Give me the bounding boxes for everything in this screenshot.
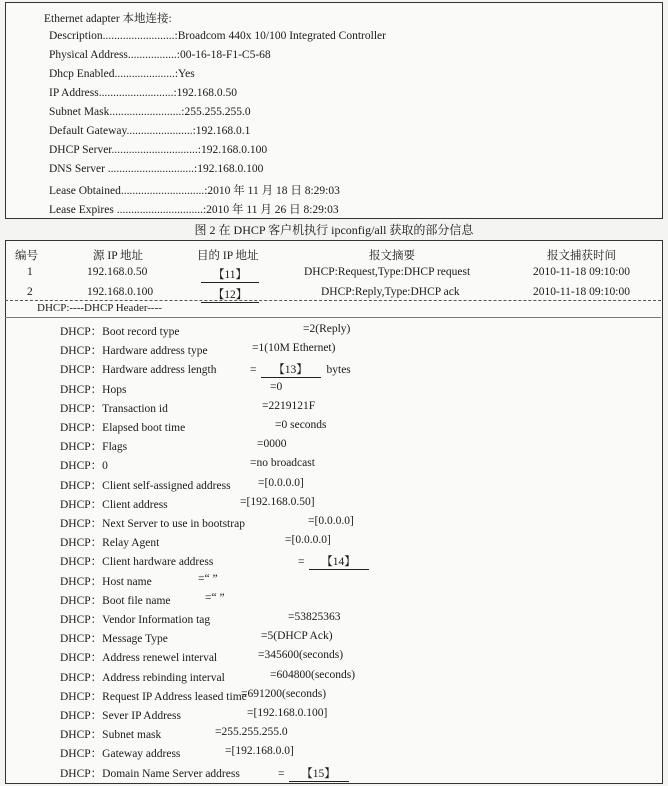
table-cell: 2010-11-18 09:10:00 <box>533 286 630 298</box>
dhcp-field-value: =2(Reply) <box>303 323 351 335</box>
dhcp-field-value: =[192.168.0.100] <box>247 707 328 719</box>
dhcp-field-name: DHCP：Next Server to use in bootstrap <box>60 518 245 530</box>
ipconfig-line: DNS Server ..............................:192.168.0.100 <box>49 163 264 175</box>
dhcp-field-name: DHCP：Subnet mask <box>60 729 162 742</box>
dhcp-field-value: =[0.0.0.0] <box>308 515 354 527</box>
dhcp-field-name: DHCP：Hardware address length <box>60 364 217 377</box>
dhcp-field-value: =0000 <box>257 438 287 451</box>
dhcp-field-name: DHCP：Vendor Information tag <box>60 614 211 626</box>
dhcp-field-value: =“ ” <box>205 591 225 604</box>
col-header-src: 源 IP 地址 <box>93 250 144 262</box>
dhcp-field-value: =[192.168.0.50] <box>240 495 315 508</box>
dhcp-field-name: DHCP：Host name <box>60 575 152 588</box>
col-header-no: 编号 <box>15 250 38 262</box>
col-header-dst: 目的 IP 地址 <box>197 250 259 262</box>
divider <box>5 317 661 318</box>
table-cell: 1 <box>27 266 33 278</box>
dhcp-field-value: =no broadcast <box>250 457 315 470</box>
dhcp-field-name: DHCP：Client self-assigned address <box>60 479 231 492</box>
dhcp-field-name: DHCP：Gateway address <box>60 748 181 761</box>
dhcp-field-value: = 【14】 <box>298 553 369 570</box>
dhcp-header-label: DHCP:----DHCP Header---- <box>37 302 162 314</box>
ipconfig-line: Subnet Mask.........................:255.255.255.0 <box>49 106 251 118</box>
ipconfig-line: Description.........................:Broadcom 440x 10/100 Integrated Controller <box>49 30 386 42</box>
dhcp-field-value: =53825363 <box>288 611 341 623</box>
dhcp-field-name: DHCP：Client address <box>60 498 168 511</box>
dhcp-field-name: DHCP：Boot record type <box>60 326 180 338</box>
blank-12: 【12】 <box>201 286 259 303</box>
ipconfig-line: IP Address..........................:192.168.0.50 <box>49 87 238 99</box>
col-header-summary: 报文摘要 <box>369 250 415 262</box>
table-cell: 192.168.0.100 <box>87 286 154 298</box>
dhcp-field-name: DHCP：Hardware address type <box>60 345 208 358</box>
dhcp-field-name: DHCP：0 <box>60 460 108 473</box>
answer-blank: 【15】 <box>289 765 349 782</box>
dhcp-field-name: DHCP：Address renewel interval <box>60 652 218 665</box>
dhcp-field-value: =1(10M Ethernet) <box>252 342 336 355</box>
dhcp-field-name: DHCP：Message Type <box>60 633 168 646</box>
dhcp-field-name: DHCP：Domain Name Server address <box>60 767 240 780</box>
dhcp-field-name: DHCP：Request IP Address leased time <box>60 690 247 703</box>
dhcp-field-value: =[0.0.0.0] <box>258 476 304 489</box>
dhcp-field-value: = 【13】 bytes <box>250 361 351 378</box>
col-header-time: 报文捕获时间 <box>547 250 616 262</box>
dhcp-field-value: =5(DHCP Ack) <box>261 630 333 643</box>
dhcp-field-value: =[192.168.0.0] <box>225 745 294 758</box>
dhcp-field-name: DHCP：Transaction id <box>60 402 168 415</box>
ipconfig-line: DHCP Server..............................:192.168.0.100 <box>49 144 268 156</box>
dhcp-field-value: =2219121F <box>262 399 316 412</box>
ipconfig-line: Physical Address.................:00-16-18-F1-C5-68 <box>49 49 271 61</box>
answer-blank: 【14】 <box>309 553 369 570</box>
answer-blank: 【13】 <box>261 361 321 378</box>
ipconfig-line: Dhcp Enabled.....................:Yes <box>49 68 195 80</box>
dhcp-field-name: DHCP：Hops <box>60 383 127 396</box>
dhcp-field-value: =255.255.255.0 <box>215 726 288 739</box>
dhcp-field-value: =0 <box>270 380 283 393</box>
dhcp-field-value: = 【15】 <box>278 765 349 782</box>
ipconfig-line: Lease Obtained.............................:2010 年 11 月 18 日 8:29:03 <box>49 185 340 197</box>
figure-caption: 图 2 在 DHCP 客户机执行 ipconfig/all 获取的部分信息 <box>194 223 474 237</box>
table-cell: DHCP:Reply,Type:DHCP ack <box>321 286 460 298</box>
ipconfig-line: Default Gateway.......................:192.168.0.1 <box>49 125 251 137</box>
dhcp-field-value: =691200(seconds) <box>241 687 327 700</box>
dhcp-field-value: =“ ” <box>198 572 218 585</box>
table-cell: 2 <box>27 286 33 298</box>
dhcp-field-name: DHCP：Elapsed boot time <box>60 422 186 434</box>
dhcp-field-value: =345600(seconds) <box>258 649 344 662</box>
dhcp-field-name: DHCP：Client hardware address <box>60 556 214 569</box>
dhcp-field-value: =0 seconds <box>275 419 327 431</box>
dhcp-field-name: DHCP：Relay Agent <box>60 537 160 550</box>
ipconfig-line: Lease Expires ..............................:2010 年 11 月 26 日 8:29:03 <box>49 204 339 216</box>
dhcp-field-value: =[0.0.0.0] <box>285 534 331 547</box>
dhcp-field-name: DHCP：Flags <box>60 441 128 454</box>
table-cell: DHCP:Request,Type:DHCP request <box>304 266 471 278</box>
dhcp-field-name: DHCP：Sever IP Address <box>60 710 181 722</box>
divider <box>5 300 661 301</box>
adapter-title: Ethernet adapter 本地连接: <box>44 13 172 25</box>
table-cell: 2010-11-18 09:10:00 <box>533 266 630 278</box>
table-cell: 192.168.0.50 <box>87 266 148 278</box>
dhcp-field-name: DHCP：Boot file name <box>60 594 171 607</box>
blank-11: 【11】 <box>201 266 259 283</box>
dhcp-field-name: DHCP：Address rebinding interval <box>60 671 225 684</box>
dhcp-field-value: =604800(seconds) <box>270 668 356 681</box>
